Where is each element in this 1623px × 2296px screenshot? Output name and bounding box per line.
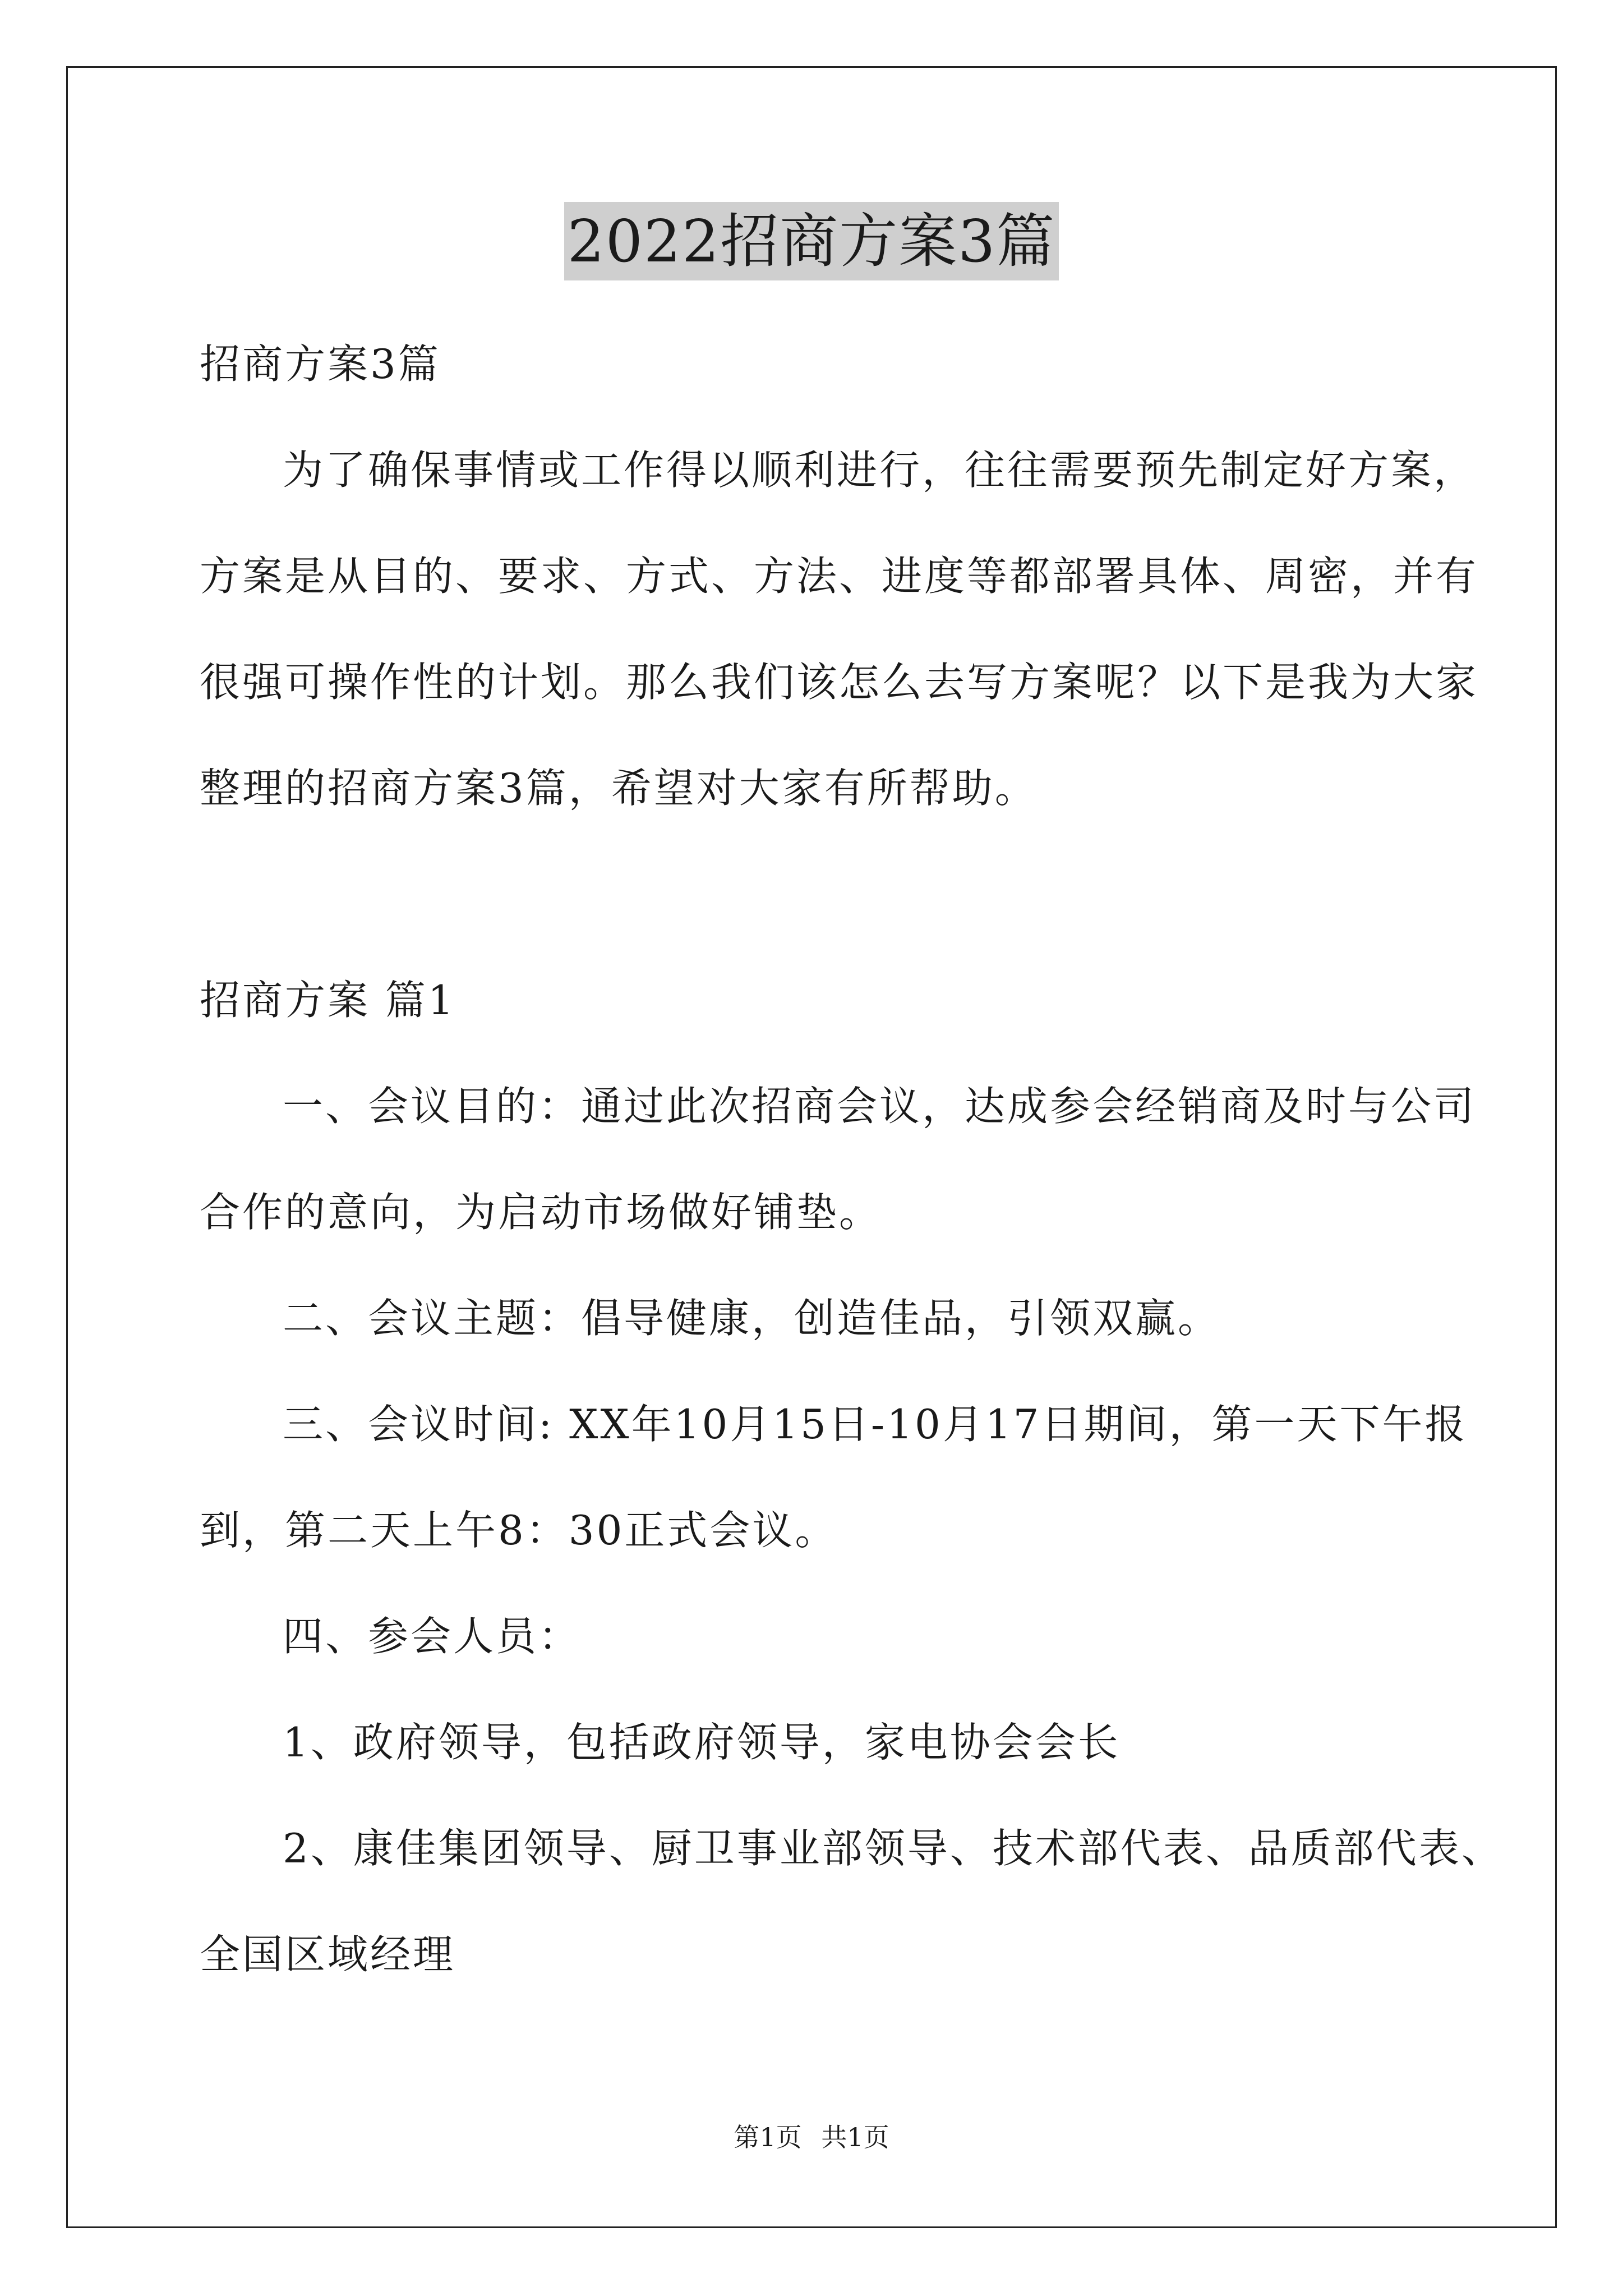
document-title: 2022招商方案3篇 <box>564 202 1059 280</box>
paragraph-line: 一、会议目的：通过此次招商会议，达成参会经销商及时与公司 <box>283 1083 1477 1130</box>
page-number-total: 共1页 <box>821 2122 889 2152</box>
page-footer <box>0 2120 1623 2154</box>
page-number-current: 第1页 <box>734 2122 802 2152</box>
paragraph-line: 招商方案3篇 <box>200 341 441 388</box>
paragraph-line: 1、政府领导，包括政府领导，家电协会会长 <box>283 1719 1121 1766</box>
paragraph-gap <box>200 841 1450 947</box>
paragraph-line: 很强可操作性的计划。那么我们该怎么去写方案呢？以下是我为大家 <box>200 659 1479 706</box>
paragraph-line: 全国区域经理 <box>200 1931 456 1978</box>
paragraph-line: 为了确保事情或工作得以顺利进行，往往需要预先制定好方案， <box>283 447 1477 494</box>
paragraph-line: 四、参会人员： <box>283 1613 582 1660</box>
paragraph-line: 招商方案 篇1 <box>200 977 456 1024</box>
paragraph-line: 2、康佳集团领导、厨卫事业部领导、技术部代表、品质部代表、 <box>283 1825 1504 1872</box>
paragraph-line: 三、会议时间: XX年10月15日-10月17日期间，第一天下午报 <box>283 1401 1468 1448</box>
paragraph-line: 整理的招商方案3篇，希望对大家有所帮助。 <box>200 765 1038 812</box>
paragraph-line: 二、会议主题：倡导健康，创造佳品，引领双赢。 <box>283 1295 1221 1342</box>
title-container <box>0 202 1623 280</box>
paragraph-line: 到，第二天上午8：30正式会议。 <box>200 1507 838 1554</box>
document-body <box>200 311 1504 2008</box>
paragraph-line: 合作的意向，为启动市场做好铺垫。 <box>200 1189 882 1236</box>
paragraph-line: 方案是从目的、要求、方式、方法、进度等都部署具体、周密，并有 <box>200 553 1479 600</box>
